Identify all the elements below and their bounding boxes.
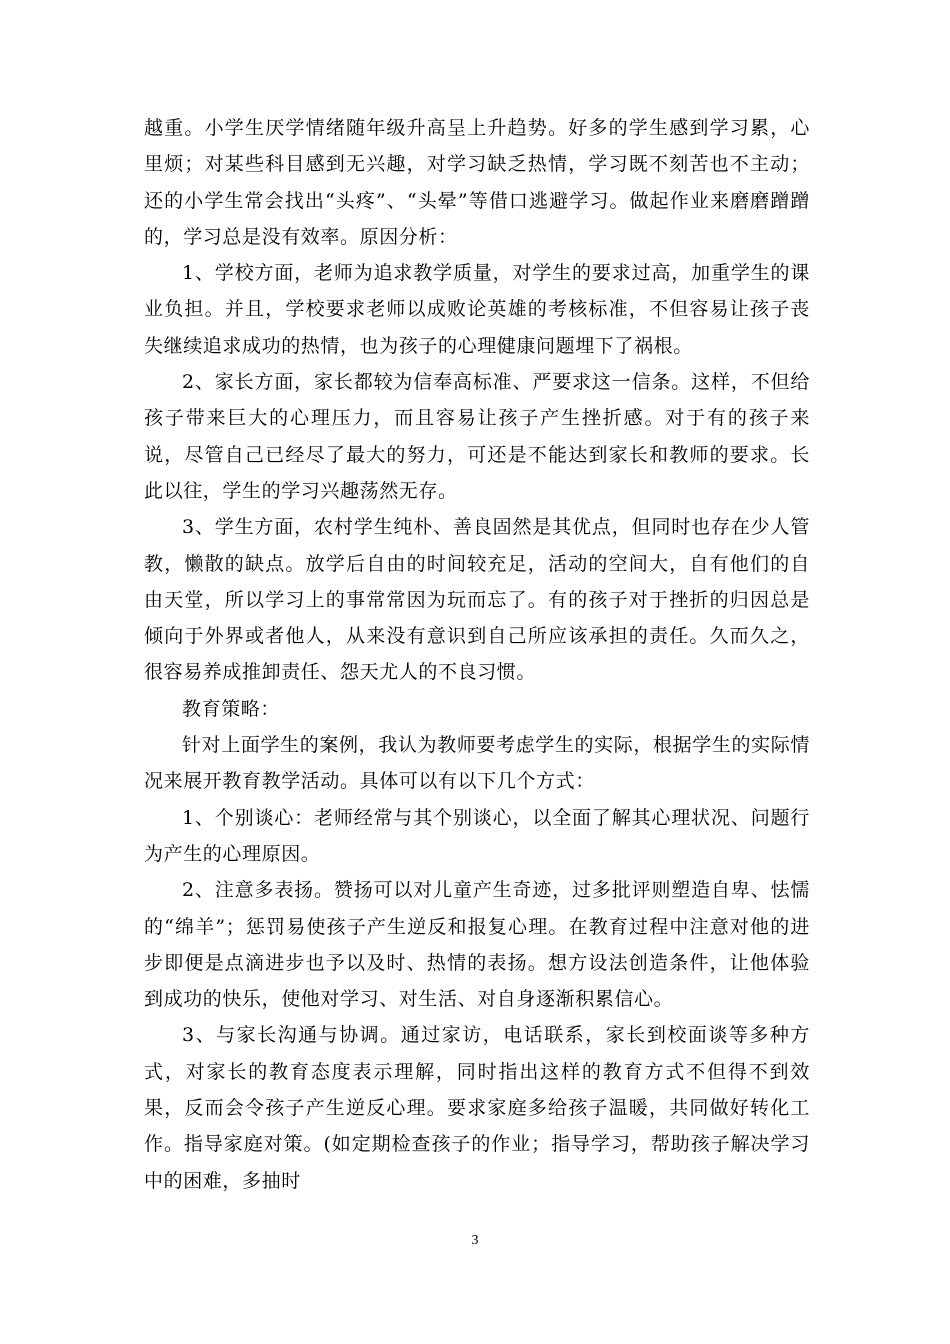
heading-education-strategy: 教育策略： [182, 697, 281, 720]
paragraph-strategy-talk: 1、个别谈心：老师经常与其个别谈心，以全面了解其心理状况、问题行为产生的心理原因。 [144, 806, 810, 865]
page-number: 3 [471, 1233, 479, 1248]
paragraph-strategy-praise: 2、注意多表扬。赞扬可以对儿童产生奇迹，过多批评则塑造自卑、怯懦的“绵羊”；惩罚易使孩子产生逆反和报复心理。在教育过程中注意对他的进步即便是点滴进步也予以及时、热情的表扬。想方设法创造条件，让他体验到成功的快乐，使他对学习、对生活、对自身逐渐积累信心。 [144, 879, 810, 1011]
paragraph-school-reason: 1、学校方面，老师为追求教学质量，对学生的要求过高，加重学生的课业负担。并且，学校要求老师以成败论英雄的考核标准，不但容易让孩子丧失继续追求成功的热情，也为孩子的心理健康问题埋下了祸根。 [144, 262, 810, 357]
paragraph-strategy-intro: 针对上面学生的案例，我认为教师要考虑学生的实际，根据学生的实际情况来展开教育教学活动。具体可以有以下几个方式： [144, 734, 810, 793]
paragraph-continuation: 越重。小学生厌学情绪随年级升高呈上升趋势。好多的学生感到学习累，心里烦；对某些科目感到无兴趣，对学习缺乏热情，学习既不刻苦也不主动；还的小学生常会找出“头疼”、“头晕”等借口逃避学习。做起作业来磨磨蹭蹭的，学习总是没有效率。原因分析： [144, 117, 810, 248]
paragraph-parent-reason: 2、家长方面，家长都较为信奉高标准、严要求这一信条。这样，不但给孩子带来巨大的心理压力，而且容易让孩子产生挫折感。对于有的孩子来说，尽管自己已经尽了最大的努力，可还是不能达到家长和教师的要求。长此以往，学生的学习兴趣荡然无存。 [144, 371, 810, 502]
body-text [144, 110, 810, 1199]
paragraph-student-reason: 3、学生方面，农村学生纯朴、善良固然是其优点，但同时也存在少人管教，懒散的缺点。放学后自由的时间较充足，活动的空间大，自有他们的自由天堂，所以学习上的事常常因为玩而忘了。有的孩子对于挫折的归因总是倾向于外界或者他人，从来没有意识到自己所应该承担的责任。久而久之，很容易养成推卸责任、怨天尤人的不良习惯。 [144, 516, 810, 684]
paragraph-strategy-parents: 3、与家长沟通与协调。通过家访，电话联系，家长到校面谈等多种方式，对家长的教育态度表示理解，同时指出这样的教育方式不但得不到效果，反而会令孩子产生逆反心理。要求家庭多给孩子温暖，共同做好转化工作。指导家庭对策。(如定期检查孩子的作业；指导学习，帮助孩子解决学习中的困难，多抽时 [144, 1024, 810, 1192]
